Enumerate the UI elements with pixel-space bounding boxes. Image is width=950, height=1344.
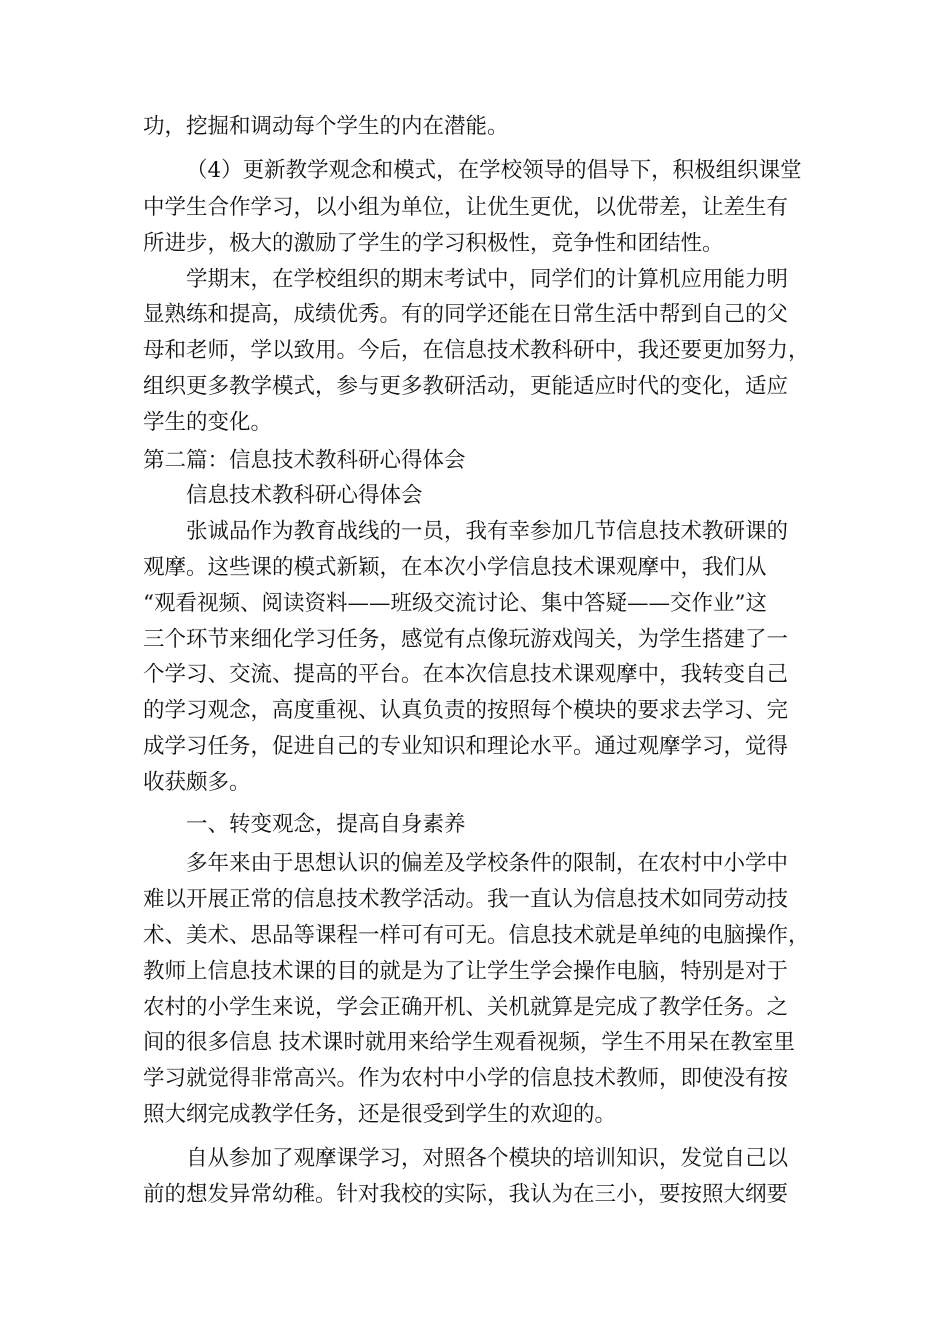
paragraph-line: 照大纲完成教学任务，还是很受到学生的欢迎的。 [143,1102,617,1127]
paragraph-line: 农村的小学生来说，学会正确开机、关机就算是完成了教学任务。之 [143,995,789,1020]
paragraph-line: 学期末，在学校组织的期末考试中，同学们的计算机应用能力明 [186,267,789,292]
section-heading: 第二篇：信息技术教科研心得体会 [143,448,466,473]
paragraph-line: 三个环节来细化学习任务，感觉有点像玩游戏闯关，为学生搭建了一 [143,627,789,652]
paragraph-line: 所进步，极大的激励了学生的学习积极性，竞争性和团结性。 [143,231,724,256]
paragraph-line: 观摩。这些课的模式新颖，在本次小学信息技术课观摩中，我们从 [143,555,767,580]
paragraph-line: 张诚品作为教育战线的一员，我有幸参加几节信息技术教研课的 [186,519,789,544]
paragraph-line: 自从参加了观摩课学习，对照各个模块的培训知识，发觉自己以 [186,1146,789,1171]
paragraph-line: 学生的变化。 [143,410,273,435]
paragraph-line: 功，挖掘和调动每个学生的内在潜能。 [143,114,509,139]
paragraph-line: “观看视频、阅读资料——班级交流讨论、集中答疑——交作业”这 [143,591,767,616]
paragraph-line: 中学生合作学习，以小组为单位，让优生更优，以优带差，让差生有 [143,195,789,220]
paragraph-line: 多年来由于思想认识的偏差及学校条件的限制，在农村中小学中 [186,851,789,876]
paragraph-line: 难以开展正常的信息技术教学活动。我一直认为信息技术如同劳动技 [143,887,789,912]
paragraph-line: （4）更新教学观念和模式，在学校领导的倡导下，积极组织课堂 [186,158,802,183]
subheading: 一、转变观念，提高自身素养 [186,812,466,837]
paragraph-line: 个学习、交流、提高的平台。在本次信息技术课观摩中，我转变自己 [143,662,789,687]
paragraph-line: 显熟练和提高，成绩优秀。有的同学还能在日常生活中帮到自己的父 [143,302,789,327]
paragraph-line: 母和老师，学以致用。今后，在信息技术教科研中，我还要更加努力， [143,338,810,363]
paragraph-line: 教师上信息技术课的目的就是为了让学生学会操作电脑，特别是对于 [143,959,789,984]
paragraph-line: 前的想发异常幼稚。针对我校的实际，我认为在三小，要按照大纲要 [143,1182,789,1207]
paragraph-line: 学习就觉得非常高兴。作为农村中小学的信息技术教师，即使没有按 [143,1066,789,1091]
paragraph-line: 成学习任务，促进自己的专业知识和理论水平。通过观摩学习，觉得 [143,734,789,759]
article-title: 信息技术教科研心得体会 [186,483,423,508]
paragraph-line: 的学习观念，高度重视、认真负责的按照每个模块的要求去学习、完 [143,698,789,723]
paragraph-line: 间的很多信息 技术课时就用来给学生观看视频，学生不用呆在教室里 [143,1030,795,1055]
paragraph-line: 收获颇多。 [143,770,251,795]
paragraph-line: 术、美术、思品等课程一样可有可无。信息技术就是单纯的电脑操作， [143,923,810,948]
paragraph-line: 组织更多教学模式，参与更多教研活动，更能适应时代的变化，适应 [143,374,789,399]
